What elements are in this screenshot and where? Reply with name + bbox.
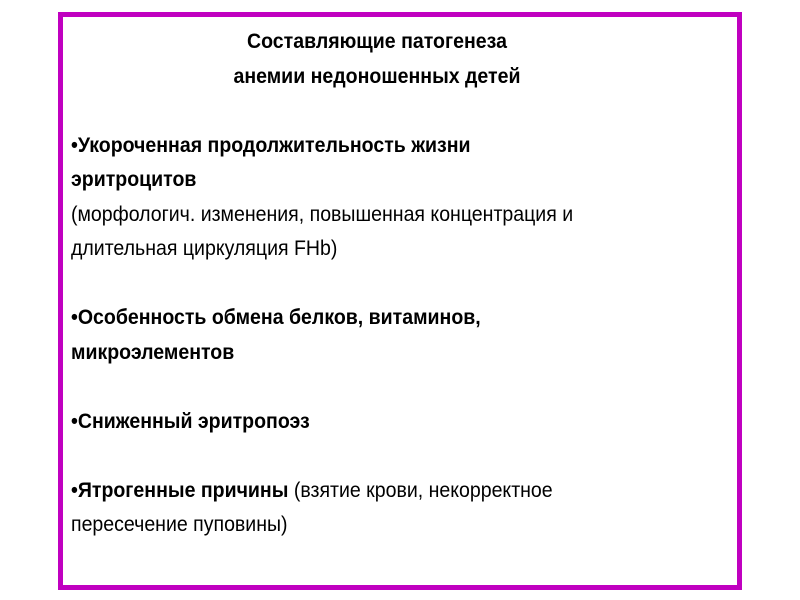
item-1-heading-line-1: •Укороченная продолжительность жизни [71,133,471,157]
item-1-detail-line-2: длительная циркуляция FHb) [71,237,338,260]
item-1-detail-line-1: (морфологич. изменения, повышенная концентрация и [71,202,574,226]
content-body [71,25,722,543]
spacer [71,439,722,474]
item-2-heading-line-1: •Особенность обмена белков, витаминов, [71,306,481,329]
spacer [71,94,722,129]
list-item-iatrogenic [71,474,722,543]
title-line-2: анемии недоношенных детей [233,64,521,88]
list-item-erythrocyte-lifespan [71,129,722,267]
spacer [71,267,722,302]
slide-title [71,25,683,94]
spacer [71,370,722,405]
item-4-line-1 [71,474,722,509]
item-1-heading-line-2: эритроцитов [71,168,197,191]
item-4-detail-start: (взятие крови, некорректное [288,478,553,502]
item-4-heading: •Ятрогенные причины [71,478,289,502]
list-item-metabolism [71,301,722,370]
content-frame [58,12,742,590]
item-4-line-2: пересечение пуповины) [71,513,288,536]
title-line-1: Составляющие патогенеза [247,30,507,53]
item-2-heading-line-2: микроэлементов [71,340,235,364]
item-3-heading: •Сниженный эритропоэз [71,409,310,433]
list-item-erythropoiesis [71,405,722,440]
